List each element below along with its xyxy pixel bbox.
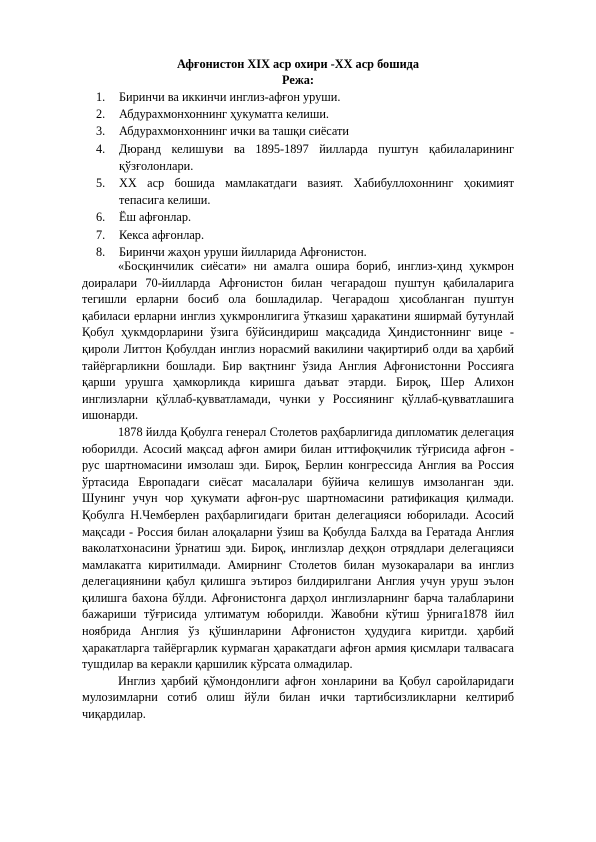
plan-item-text: Ёш афғонлар. — [119, 210, 192, 225]
plan-item — [96, 89, 514, 106]
plan-item-number: 2. — [96, 107, 106, 122]
plan-item-text: Кекса афғонлар. — [119, 227, 205, 242]
plan-item-number: 4. — [96, 141, 106, 156]
plan-item — [96, 227, 514, 244]
plan-item — [96, 141, 514, 175]
body-paragraph: «Босқинчилик сиёсати» ни амалга ошира бориб, инглиз-ҳинд ҳукмрон доиралари 70-йилларда Афғонистон билан чегарадош пуштун қабилаларига тегишли ерларни босиб ола бошладилар. Чегарадош ҳисобланган пуштун қабиласи ерларни инглиз ҳукмронлигига ўтказиш ҳаракатини яширмай бутунлай Қобул ҳукмдорларини ўзига бўйсиндириш мақсадида Ҳиндистоннинг вице - қироли Литтон Қобулдан инглиз норасмий вакилини чақиртириб олди ва ҳарбий тайёргарликни бошлади. Бир вақтнинг ўзида Англия Афғонистонни Россияга қарши урушга ҳамкорликда киришга даъват этарди. Бироқ, Шер Алихон инглизларни қўллаб-қувватламади, чунки у Россиянинг қўллаб-қувватлашига ишонарди. — [82, 259, 514, 423]
plan-item-text: Биринчи ва иккинчи инглиз-афғон уруши. — [119, 90, 341, 104]
document-title: Афғонистон XIX аср охири -XX аср бошида — [176, 57, 420, 71]
plan-item-text: Абдурахмонхоннинг ҳукуматга келиши. — [119, 107, 329, 122]
plan-item-number: 7. — [96, 227, 106, 242]
plan-item-number: 5. — [96, 176, 106, 191]
plan-heading: Режа: — [282, 73, 314, 87]
plan-item-number: 6. — [96, 210, 106, 225]
body-text — [82, 258, 514, 723]
plan-item — [96, 175, 514, 209]
plan-list — [96, 89, 514, 261]
plan-item-text: Дюранд келишуви ва 1895-1897 йилларда пуштун қабилаларининг қўзғолонлари. — [119, 141, 514, 173]
body-paragraph: 1878 йилда Қобулга генерал Столетов раҳбарлигида дипломатик делегация юборилди. Асосий мақсад афғон амири билан иттифоқчилик тўғрисида афғон - рус шартномасини имзолаш эди. Бироқ, Берлин конгрессида Англия ва Россия ўртасида Европадаги сиёсат масалалари бўйича келишув имзоланган эди. Шунинг учун чор ҳукумати афғон-рус шартномасини ратификация қилмади. Қобулга Н.Чемберлен раҳбарлигидаги британ делегацияси юборилади. Асосий мақсади - Россия билан алоқаларни ўзиш ва Қобулда Балхда ва Гератада Англия ваколатхонасини ўрнатиш эди. Бироқ, инглизлар деҳқон отрядлари делегацияси мамлакатга киритилмади. Амирнинг Столетов билан музокаралари ва инглиз делегациянини қабул қилишга эътироз билдирилгани Англия учун уруш эълон қилишга бахона бўлди. Афғонистонга дарҳол инглизларнинг барча талабларини бажариши тўғрисида ултиматум юборилди. Жавобни кўтиш ўрнига1878 йил ноябрида Англия ўз қўшинларини Афғонистон ҳудудига киритди. ҳарбий ҳаракатларга тайёргарлик курмаган ҳаракатдаги афғон армия қисмлари талвасага тушдилар ва керакли қаршилик кўрсата олмадилар. — [82, 424, 514, 672]
plan-item-text: XX аср бошида мамлакатдаги вазият. Хабибуллохоннинг ҳокимият тепасига келиши. — [119, 176, 514, 208]
plan-item — [96, 106, 514, 123]
plan-item-text: Биринчи жаҳон уруши йилларида Афғонистон. — [119, 244, 367, 259]
plan-item-number: 3. — [96, 124, 106, 139]
plan-item — [96, 123, 514, 140]
plan-item — [96, 209, 514, 226]
body-paragraph: Инглиз ҳарбий қўмондонлиги афғон хонларини ва Қобул саройларидаги мулозимларни сотиб олиш йўли билан ички тартибсизликларни келтириб чиқардилар. — [82, 673, 514, 722]
plan-item-number: 1. — [96, 90, 106, 104]
plan-item-number: 8. — [96, 244, 106, 259]
plan-item-text: Абдурахмонхоннинг ички ва ташқи сиёсати — [119, 124, 349, 139]
